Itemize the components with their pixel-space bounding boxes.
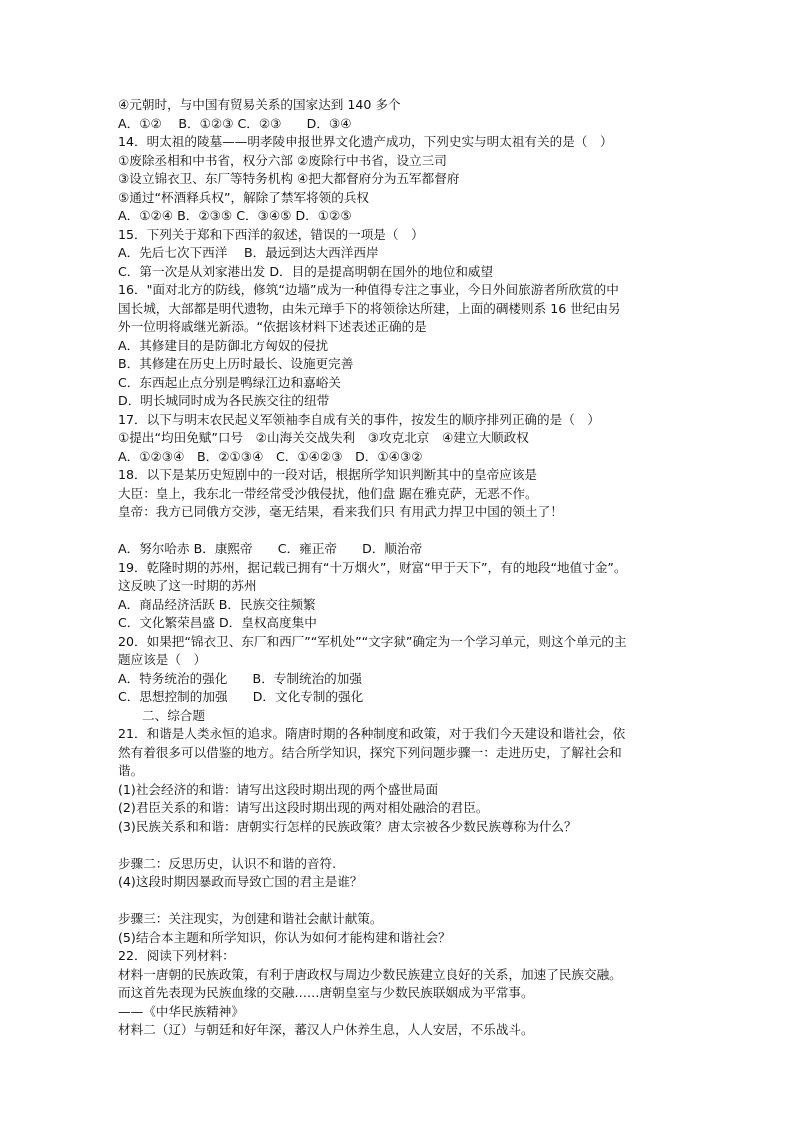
material-text: 而这首先表现为民族血缘的交融……唐朝皇室与少数民族联姻成为平常事。	[118, 985, 534, 1000]
answer-options: A．①② B．①②③ C．②③ D．③④	[118, 115, 352, 131]
answer-option: A．其修建目的是防御北方匈奴的侵扰	[118, 337, 329, 353]
text-line: ④元朝时，与中国有贸易关系的国家达到 140 多个	[118, 97, 401, 112]
text-line: 这反映了这一时期的苏州	[118, 578, 257, 593]
dialogue-line: 皇帝：我方已同俄方交涉，毫无结果，看来我们只 有用武力捍卫中国的领土了！	[118, 504, 563, 519]
answer-options: A．特务统治的强化 B．专制统治的加强	[118, 670, 362, 686]
text-line: ③设立锦衣卫、东厂等特务机构 ④把大都督府分为五军都督府	[118, 171, 460, 186]
answer-options: C．思想控制的加强 D．文化专制的强化	[118, 689, 364, 704]
answer-options: C．第一次是从刘家港出发 D．目的是提高明朝在国外的地位和威望	[118, 263, 494, 279]
text-line: 题应该是（ ）	[118, 652, 207, 667]
text-line: 外一位明将戚继光新添。“依据该材料下述表述正确的是	[118, 319, 427, 334]
question-15: 15．下列关于郑和下西洋的叙述，错误的一项是（ ）	[118, 226, 424, 242]
text-line: ⑤通过“杯酒释兵权”，解除了禁军将领的兵权	[118, 189, 370, 205]
question-21: 21．和谐是人类永恒的追求。隋唐时期的各种制度和政策，对于我们今天建设和谐社会，依	[118, 726, 626, 741]
text-line: 谐。	[118, 763, 144, 778]
step-heading: 步骤二：反思历史，认识不和谐的音符.	[118, 855, 337, 871]
sub-question: (4)这段时期因暴政而导致亡国的君主是谁？	[118, 874, 363, 889]
answer-options: A．先后七次下西洋 B．最远到达大西洋西岸	[118, 245, 379, 260]
dialogue-line: 大臣：皇上，我东北一带经常受沙俄侵扰，他们盘 踞在雅克萨，无恶不作。	[118, 485, 538, 501]
question-19: 19．乾隆时期的苏州，据记载已拥有“十万烟火”，财富“甲于天下”，有的地段“地值寸金”。	[118, 559, 627, 575]
sub-question: (3)民族关系和和谐：唐朝实行怎样的民族政策？唐太宗被各少数民族尊称为什么？	[118, 818, 577, 834]
answer-option: B．其修建在历史上历时最长、设施更完善	[118, 356, 354, 371]
spacer	[118, 892, 690, 911]
question-16: 16．"面对北方的防线，修筑“边墙”成为一种值得专注之事业，今日外间旅游者所欣赏的中	[118, 282, 619, 297]
section-heading: 二、综合题	[142, 707, 205, 723]
document-body	[118, 96, 690, 1040]
answer-options: A．商品经济活跃 B．民族交往频繁	[118, 596, 316, 612]
spacer	[118, 522, 690, 541]
answer-options: A．①②④ B．②③⑤ C．③④⑤ D．①②⑤	[118, 208, 352, 223]
material-source: ——《中华民族精神》	[118, 1003, 244, 1019]
text-line: ①废除丞相和中书省，权分六部 ②废除行中书省，设立三司	[118, 152, 447, 168]
question-20: 20．如果把“锦衣卫、东厂和西厂”“军机处”“文字狱”确定为一个学习单元，则这个单元的主	[118, 633, 627, 649]
spacer	[118, 836, 690, 855]
material-text: 材料二（辽）与朝廷和好年深，蕃汉人户休养生息，人人安居，不乐战斗。	[118, 1022, 534, 1037]
step-heading: 步骤三：关注现实，为创建和谐社会献计献策。	[118, 911, 383, 926]
question-22: 22．阅读下列材料：	[118, 948, 235, 963]
material-text: 材料一唐朝的民族政策，有利于唐政权与周边少数民族建立良好的关系，加速了民族交融。	[118, 966, 622, 982]
text-line: 然有着很多可以借鉴的地方。结合所学知识，探究下列问题步骤一：走进历史，了解社会和	[118, 744, 622, 760]
answer-options: A．①②③④ B．②①③④ C．①④②③ D．①④③②	[118, 448, 423, 464]
answer-option: C．东西起止点分别是鸭绿江边和嘉峪关	[118, 374, 341, 390]
sub-question: (2)君臣关系的和谐：请写出这段时期出现的两对相处融洽的君臣。	[118, 800, 489, 815]
answer-option: D．明长城同时成为各民族交往的纽带	[118, 393, 330, 408]
question-17: 17．以下与明末农民起义军领袖李自成有关的事件，按发生的顺序排列正确的是（ ）	[118, 411, 600, 427]
answer-options: C．文化繁荣昌盛 D．皇权高度集中	[118, 615, 317, 630]
text-line: 国长城，大部都是明代遗物，由朱元璋手下的将领徐达所建，上面的碉楼则系 16 世纪由另	[118, 300, 621, 316]
question-18: 18．以下是某历史短剧中的一段对话，根据所学知识判断其中的皇帝应该是	[118, 467, 538, 482]
question-14: 14．明太祖的陵墓——明孝陵申报世界文化遗产成功，下列史实与明太祖有关的是（ ）	[118, 134, 613, 149]
answer-options: A．努尔哈赤 B．康熙帝 C．雍正帝 D．顺治帝	[118, 541, 423, 556]
sub-question: (1)社会经济的和谐：请写出这段时期出现的两个盛世局面	[118, 781, 439, 797]
text-line: ①提出“均田免赋”口号 ②山海关交战失利 ③攻克北京 ④建立大顺政权	[118, 430, 529, 445]
sub-question: (5)结合本主题和所学知识，你认为如何才能构建和谐社会？	[118, 929, 451, 945]
